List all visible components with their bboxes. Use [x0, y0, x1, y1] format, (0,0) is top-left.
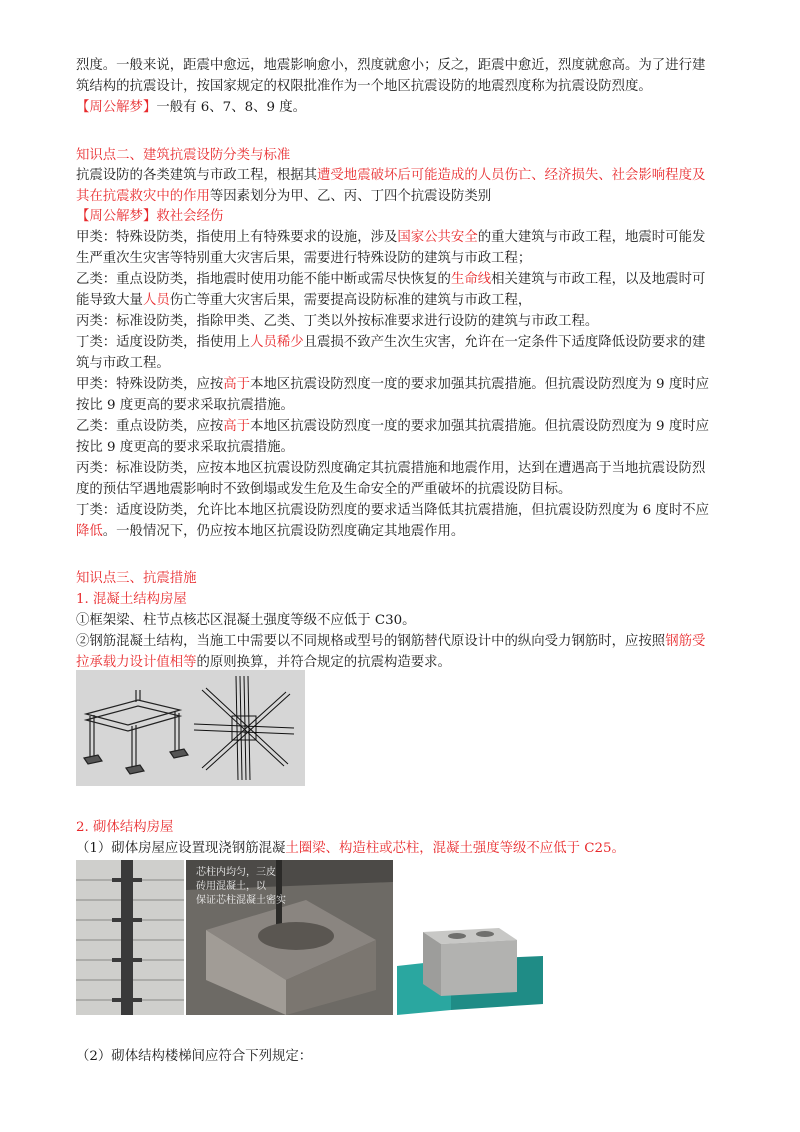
text-line — [76, 146, 744, 166]
body-text: 度的预估罕遇地震影响时不致倒塌或发生危及生命安全的严重破坏的抗震设防目标。 — [76, 482, 572, 497]
highlighted-text: 遭受地震破坏后可能造成的人员伤亡、经济损失、社会影响程度及 — [317, 168, 706, 183]
text-line — [76, 396, 744, 416]
text-line — [76, 522, 744, 542]
concrete-core-photo — [186, 860, 393, 1015]
body-text: 按比 9 度更高的要求采取抗震措施。 — [76, 398, 294, 413]
frame-rebar-model — [84, 690, 188, 774]
highlighted-text: 降低 — [76, 524, 103, 539]
highlighted-text: 人员稀少 — [250, 335, 304, 350]
highlighted-text: 高于 — [223, 377, 251, 392]
body-text: 伤亡等重大灾害后果，需要提高设防标准的建筑与市政工程， — [169, 293, 532, 308]
text-line — [76, 312, 744, 332]
body-text: 抗震设防的各类建筑与市政工程，根据其 — [76, 168, 318, 183]
text-line — [76, 228, 744, 248]
highlighted-text: 人员 — [142, 293, 170, 308]
body-text: （2）砌体结构楼梯间应符合下列规定： — [76, 1049, 313, 1064]
body-text: 生严重次生灾害等特别重大灾害后果，需要进行特殊设防的建筑与市政工程； — [76, 251, 532, 266]
body-text: ②钢筋混凝土结构，当施工中需要以不同规格或型号的钢筋替代原设计中的纵向受力钢筋时，应按照 — [76, 634, 666, 649]
body-text: 甲类：特殊设防类，指使用上有特殊要求的设施，涉及 — [76, 230, 398, 245]
text-line — [76, 590, 744, 610]
highlighted-text: 其在抗震救灾中的作用 — [76, 189, 210, 204]
text-line — [76, 438, 744, 458]
body-text: 且震损不致产生次生灾害，允许在一定条件下适度降低设防要求的建 — [303, 335, 706, 350]
body-text: 。一般情况下，仍应按本地区抗震设防烈度确定其地震作用。 — [102, 524, 465, 539]
text-line — [76, 632, 744, 652]
body-text: 筑结构的抗震设计，按国家规定的权限批准作为一个地区抗震设防的地震烈度称为抗震设防烈度。 — [76, 79, 652, 94]
text-line — [76, 98, 744, 118]
body-text: 乙类：重点设防类，应按 — [76, 419, 224, 434]
highlighted-text: 高于 — [223, 419, 251, 434]
body-text: 本地区抗震设防烈度一度的要求加强其抗震措施。但抗震设防烈度为 9 度时应 — [250, 377, 709, 392]
text-line — [76, 56, 744, 76]
text-line — [76, 207, 744, 227]
text-line — [76, 417, 744, 437]
body-text: ①框架梁、柱节点核芯区混凝土强度等级不应低于 C30。 — [76, 613, 416, 628]
text-line — [76, 249, 744, 269]
body-text: 的重大建筑与市政工程，地震时可能发 — [477, 230, 706, 245]
body-text: 等因素划分为甲、乙、丙、丁四个抗震设防类别 — [209, 189, 492, 204]
body-text: 相关建筑与市政工程，以及地震时可 — [491, 272, 706, 287]
body-text: 烈度。一般来说，距震中愈远，地震影响愈小，烈度就愈小；反之，距震中愈近，烈度就愈高。为了进行建 — [76, 58, 706, 73]
highlighted-text: 2. 砌体结构房屋 — [76, 820, 174, 835]
body-text: 的原则换算，并符合规定的抗震构造要求。 — [196, 655, 451, 670]
highlighted-text: 知识点三、抗震措施 — [76, 571, 197, 586]
body-text: 按比 9 度更高的要求采取抗震措施。 — [76, 440, 294, 455]
body-text: 本地区抗震设防烈度一度的要求加强其抗震措施。但抗震设防烈度为 9 度时应 — [250, 419, 709, 434]
highlighted-text: 【周公解梦】救社会经伤 — [76, 209, 224, 224]
body-text: 丙类：标准设防类，应按本地区抗震设防烈度确定其抗震措施和地震作用，达到在遭遇高于当地抗震设防烈 — [76, 461, 706, 476]
body-text: （1）砌体房屋应设置现浇钢筋混凝 — [76, 841, 286, 856]
body-text: 甲类：特殊设防类，应按 — [76, 377, 224, 392]
text-line — [76, 77, 744, 97]
text-line — [76, 354, 744, 374]
body-text: 能导致大量 — [76, 293, 143, 308]
highlighted-text: 国家公共安全 — [397, 230, 478, 245]
text-line — [76, 1047, 744, 1067]
text-line — [76, 611, 744, 631]
text-line — [76, 459, 744, 479]
text-line — [76, 480, 744, 500]
body-text: 丁类：适度设防类，允许比本地区抗震设防烈度的要求适当降低其抗震措施，但抗震设防烈度为 6 度时不应 — [76, 503, 709, 518]
text-line — [76, 291, 744, 311]
highlighted-text: 拉承载力设计值相等 — [76, 655, 197, 670]
text-line — [76, 818, 744, 838]
highlighted-text: 1. 混凝土结构房屋 — [76, 592, 187, 607]
text-line — [76, 166, 744, 186]
highlighted-text: 钢筋受 — [665, 634, 706, 649]
body-text: 一般有 6、7、8、9 度。 — [156, 100, 307, 115]
highlighted-text: 土圈梁、构造柱或芯柱，混凝土强度等级不应低于 C25。 — [285, 841, 625, 856]
highlighted-text: 生命线 — [450, 272, 492, 287]
body-text: 筑与市政工程。 — [76, 356, 170, 371]
highlighted-text: 知识点二、建筑抗震设防分类与标准 — [76, 148, 291, 163]
joint-rebar-model — [194, 676, 294, 780]
text-line — [76, 839, 744, 859]
body-text: 乙类：重点设防类，指地震时使用功能不能中断或需尽快恢复的 — [76, 272, 451, 287]
text-line — [76, 569, 744, 589]
highlighted-text: 【周公解梦】 — [76, 100, 157, 115]
body-text: 丁类：适度设防类，指使用上 — [76, 335, 251, 350]
rebar-frame-figure — [76, 670, 305, 786]
hollow-block-photo — [393, 920, 545, 1015]
text-line — [76, 501, 744, 521]
text-line — [76, 333, 744, 353]
body-text: 丙类：标准设防类，指除甲类、乙类、丁类以外按标准要求进行设防的建筑与市政工程。 — [76, 314, 599, 329]
text-line — [76, 375, 744, 395]
masonry-wall-photo — [76, 860, 184, 1015]
photo-caption: 芯柱内均匀，三皮 砖用混凝土，以 保证芯柱混凝土密实 — [196, 867, 286, 906]
text-line — [76, 187, 744, 207]
text-line — [76, 270, 744, 290]
